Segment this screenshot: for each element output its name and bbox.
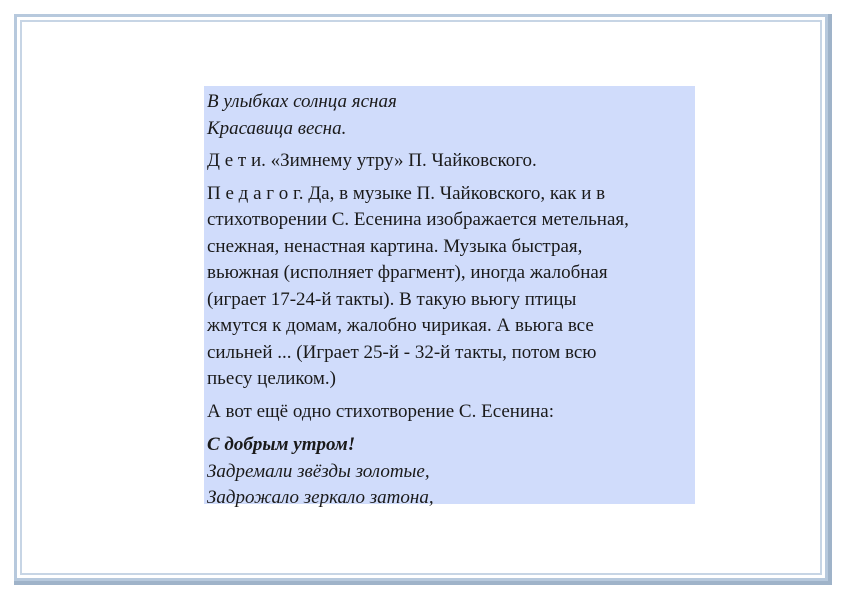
- poem-line: Задрожало зеркало затона,: [207, 487, 434, 508]
- teacher-line: жмутся к домам, жалобно чирикая. А вьюга все: [207, 315, 594, 336]
- poem-title: С добрым утром!: [207, 434, 356, 455]
- poem-line: В улыбках солнца ясная: [207, 91, 397, 112]
- teacher-remark: [207, 181, 693, 393]
- teacher-line: сильней ... (Играет 25-й - 32-й такты, потом всю: [207, 341, 597, 363]
- teacher-line: стихотворении С. Есенина изображается метельная,: [207, 209, 629, 230]
- poem-line: Красавица весна.: [207, 117, 347, 139]
- speaker-teacher: П е д а г о г.: [207, 182, 304, 204]
- slide-text-box: [204, 86, 695, 508]
- speaker-children: Д е т и.: [207, 150, 266, 171]
- teacher-line: (играет 17-24-й такты). В такую вьюгу птицы: [207, 288, 577, 310]
- poem-excerpt: [207, 89, 693, 142]
- frame-shadow-bottom: [14, 581, 832, 585]
- poem-second: [207, 432, 693, 512]
- intro-line: А вот ещё одно стихотворение С. Есенина:: [207, 400, 555, 422]
- children-reply: [207, 148, 693, 175]
- teacher-line: [207, 181, 693, 208]
- children-reply-text: «Зимнему утру» П. Чайковского.: [265, 150, 537, 171]
- teacher-text: Да, в музыке П. Чайковского, как и в: [303, 182, 606, 204]
- teacher-line: пьесу целиком.): [207, 368, 336, 389]
- poem-line: Задремали звёзды золотые,: [207, 460, 430, 482]
- teacher-line: снежная, ненастная картина. Музыка быстрая,: [207, 235, 583, 257]
- teacher-line: вьюжная (исполняет фрагмент), иногда жалобная: [207, 262, 608, 283]
- frame-shadow-right: [828, 14, 832, 585]
